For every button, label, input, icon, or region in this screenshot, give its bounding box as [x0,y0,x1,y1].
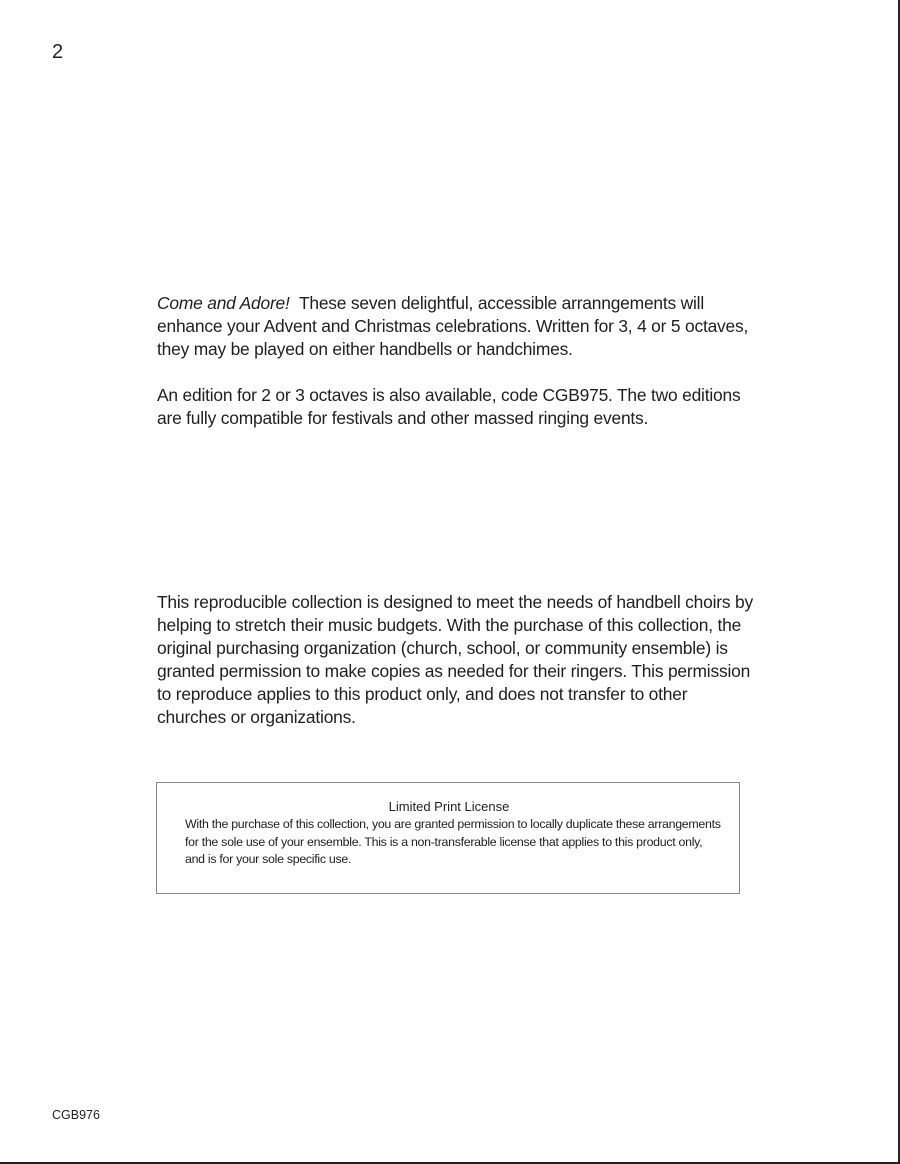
intro-paragraph [157,292,757,361]
intro-text: These seven delightful, accessible arranngements will enhance your Advent and Christmas celebrations. Written for 3, 4 or 5 octaves, they may be played on either handbells or handchimes. [157,293,749,359]
edition-paragraph: An edition for 2 or 3 octaves is also available, code CGB975. The two editions are fully compatible for festivals and other massed ringing events. [157,385,741,428]
license-title: Limited Print License [388,799,510,814]
reproducible-paragraph: This reproducible collection is designed to meet the needs of handbell choirs by helping to stretch their music budgets. With the purchase of this collection, the original purchasing organization (church, school, or community ensemble) is granted permission to make copies as needed for their ringers. This permission to reproduce applies to this product only, and does not transfer to other churches or organizations. [157,592,753,727]
license-body: With the purchase of this collection, you are granted permission to locally duplicate these arrangements for the sole use of your ensemble. This is a non-transferable license that applies to this product only, and is for your sole specific use. [185,817,721,866]
product-code: CGB976 [52,1108,100,1122]
page-number: 2 [52,41,64,63]
collection-title: Come and Adore! [157,293,290,313]
license-box [156,782,740,894]
